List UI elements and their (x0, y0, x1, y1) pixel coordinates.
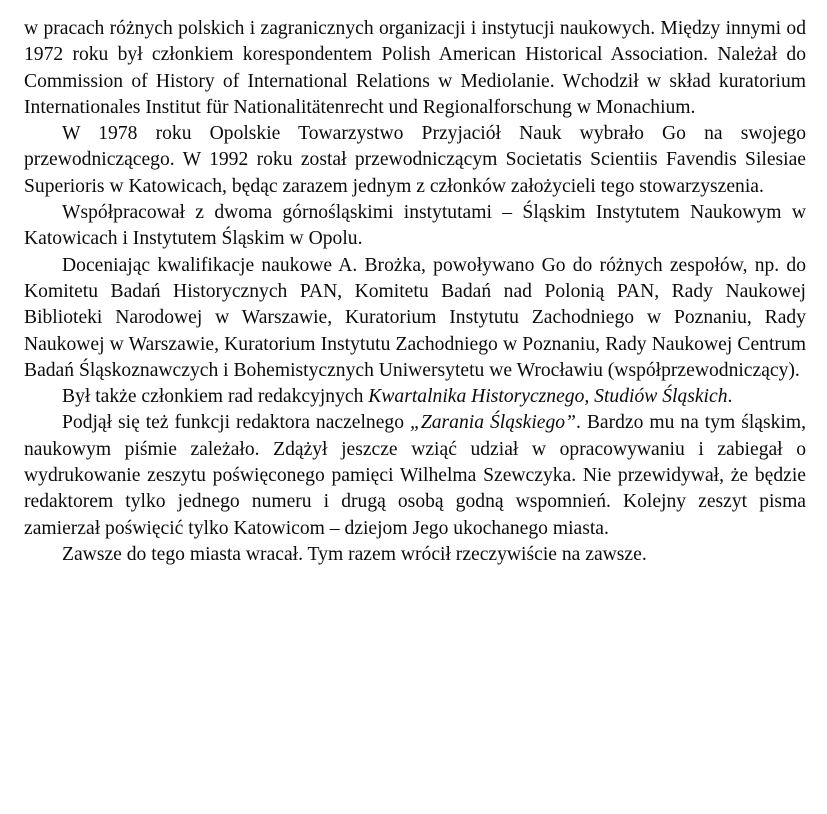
document-page (24, 16, 806, 568)
editorial-boards-lead: Był także członkiem rad redakcyjnych (62, 386, 369, 408)
editorial-boards-journals: Kwartalnika Historycznego, Studiów Śląskich (368, 386, 728, 408)
zaranie-tail: . Bardzo mu na tym śląskim, naukowym piśmie zależało. Zdążył jeszcze wziąć udział w opracowywaniu i zabiegał o wydrukowanie zeszytu poświęconego pamięci Wilhelma Szewczyka. Nie przewidywał, że będzie redaktorem tylko jednego numeru i drugą osobą godną wspomnień. Kolejny zeszyt pisma zamierzał poświęcić tylko Katowicom – dziejom Jego ukochanego miasta. (24, 412, 806, 539)
paragraph-zaranie (24, 410, 806, 541)
paragraph-institutes: Współpracował z dwoma górnośląskimi instytutami – Śląskim Instytutem Naukowym w Katowicach i Instytutem Śląskim w Opolu. (24, 202, 806, 250)
paragraph-memberships: w pracach różnych polskich i zagranicznych organizacji i instytucji naukowych. Między innymi od 1972 roku był członkiem korespondentem Polish American Historical Association. Należał do Commission of History of International Relations w Mediolanie. Wchodził w skład kuratorium Internationales Institut für Nationalitätenrecht und Regionalforschung w Monachium. (24, 18, 806, 118)
paragraph-opole-society: W 1978 roku Opolskie Towarzystwo Przyjaciół Nauk wybrało Go na swojego przewodniczącego. W 1992 roku został przewodniczącym Societatis Scientiis Favendis Silesiae Superioris w Katowicach, będąc zarazem jednym z członków założycieli tego stowarzyszenia. (24, 123, 806, 197)
editorial-boards-tail: . (727, 386, 733, 408)
paragraph-editorial-boards (24, 384, 806, 410)
paragraph-committees: Doceniając kwalifikacje naukowe A. Brożka, powoływano Go do różnych zespołów, np. do Komitetu Badań Historycznych PAN, Komitetu Badań nad Polonią PAN, Rady Naukowej Biblioteki Narodowej w Warszawie, Kuratorium Instytutu Zachodniego w Poznaniu, Rady Naukowej w Warszawie, Kuratorium Instytutu Zachodniego w Poznaniu, Rady Naukowej Centrum Badań Śląskoznawczych i Bohemistycznych Uniwersytetu we Wrocławiu (współprzewodniczący). (24, 254, 806, 381)
zaranie-title: „Zarania Śląskiego” (409, 412, 576, 434)
paragraph-closing: Zawsze do tego miasta wracał. Tym razem wrócił rzeczywiście na zawsze. (62, 543, 647, 565)
zaranie-lead: Podjął się też funkcji redaktora naczelnego (62, 412, 410, 434)
